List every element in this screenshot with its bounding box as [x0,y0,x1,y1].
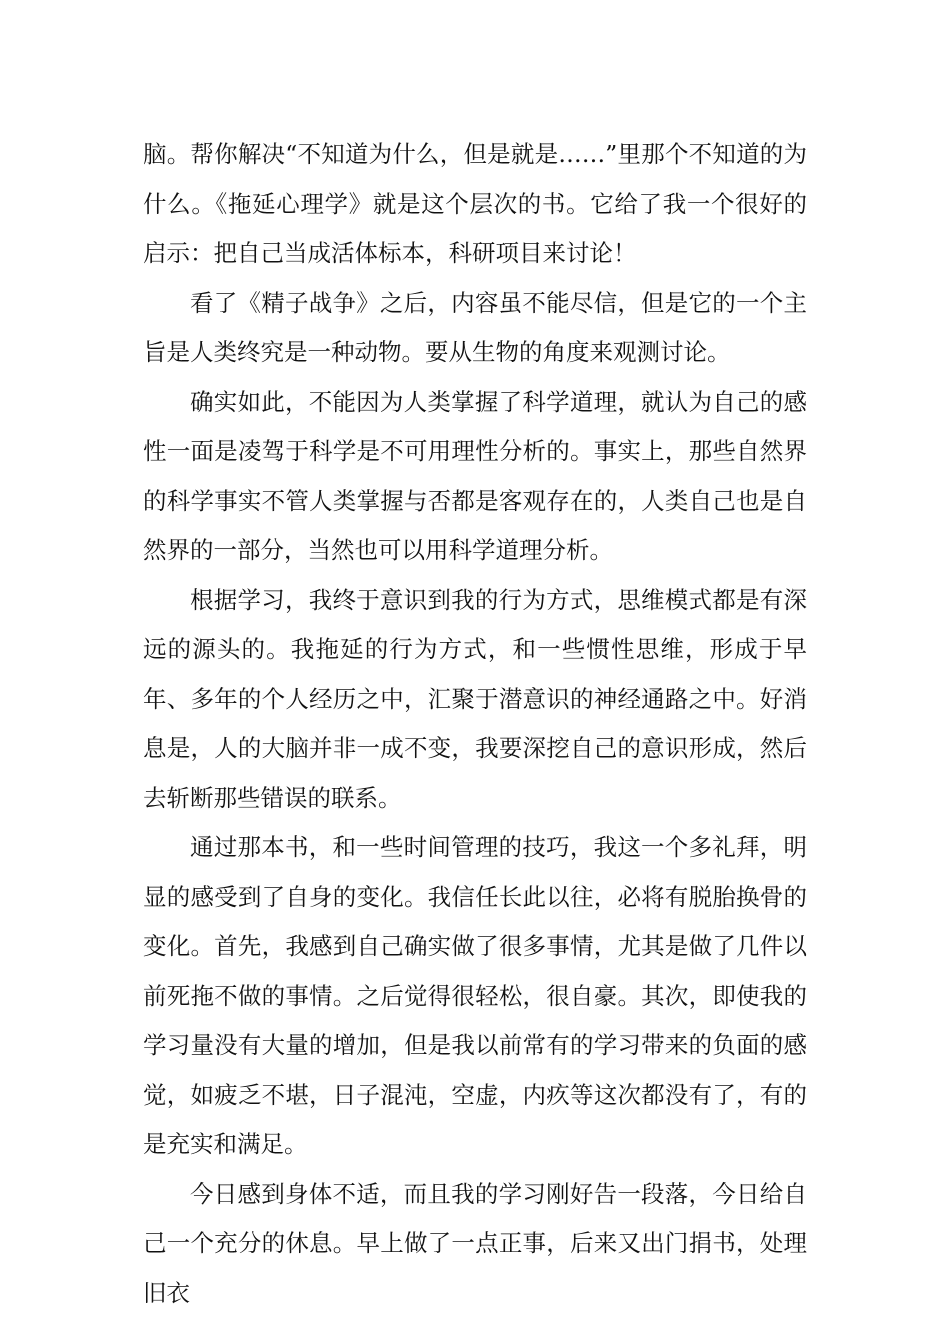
paragraph: 确实如此，不能因为人类掌握了科学道理，就认为自己的感性一面是凌驾于科学是不可用理性分析的。事实上，那些自然界的科学事实不管人类掌握与否都是客观存在的，人类自己也是自然界的一部分，当然也可以用科学道理分析。 [143,387,807,564]
paragraph: 今日感到身体不适，而且我的学习刚好告一段落，今日给自己一个充分的休息。早上做了一点正事，后来又出门捐书，处理旧衣 [143,1179,807,1307]
paragraph: 看了《精子战争》之后，内容虽不能尽信，但是它的一个主旨是人类终究是一种动物。要从生物的角度来观测讨论。 [143,288,807,366]
paragraph-continued: 脑。帮你解决“不知道为什么，但是就是……”里那个不知道的为什么。《拖延心理学》就是这个层次的书。它给了我一个很好的启示：把自己当成活体标本，科研项目来讨论！ [143,140,807,267]
document-body [143,130,807,1318]
paragraph: 根据学习，我终于意识到我的行为方式，思维模式都是有深远的源头的。我拖延的行为方式，和一些惯性思维，形成于早年、多年的个人经历之中，汇聚于潜意识的神经通路之中。好消息是，人的大脑并非一成不变，我要深挖自己的意识形成，然后去斩断那些错误的联系。 [143,585,807,812]
paragraph: 通过那本书，和一些时间管理的技巧，我这一个多礼拜，明显的感受到了自身的变化。我信任长此以往，必将有脱胎换骨的变化。首先，我感到自己确实做了很多事情，尤其是做了几件以前死拖不做的事情。之后觉得很轻松，很自豪。其次，即使我的学习量没有大量的增加，但是我以前常有的学习带来的负面的感觉，如疲乏不堪，日子混沌，空虚，内疚等这次都没有了，有的是充实和满足。 [143,833,807,1158]
